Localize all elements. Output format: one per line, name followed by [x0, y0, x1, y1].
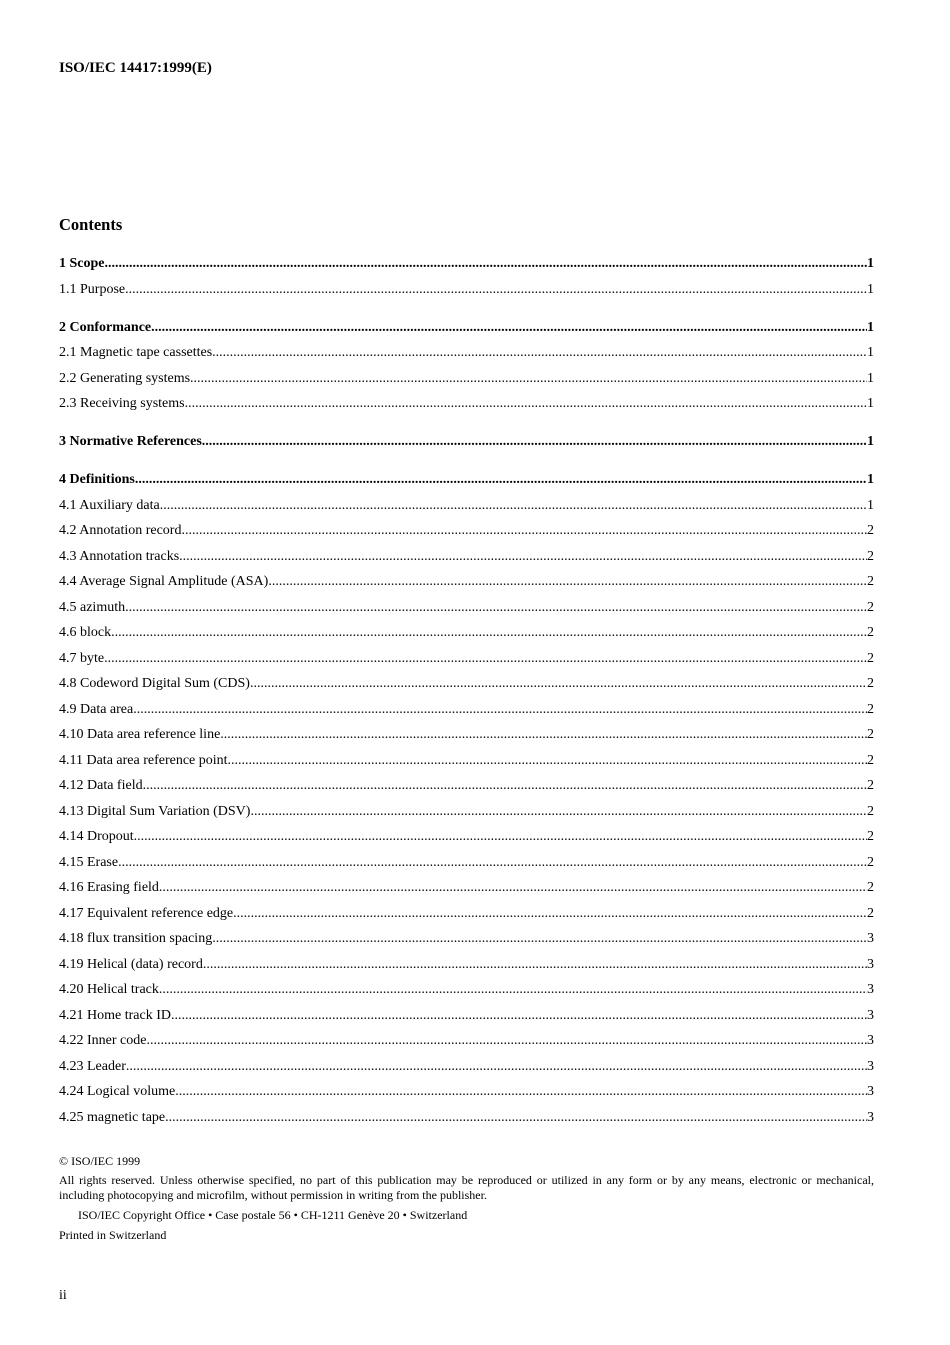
- toc-entry-page: 3: [867, 956, 874, 972]
- toc-entry[interactable]: [59, 624, 874, 650]
- toc-entry[interactable]: [59, 650, 874, 676]
- toc-entry[interactable]: [59, 471, 874, 497]
- toc-entry[interactable]: [59, 726, 874, 752]
- toc-entry-label: 4.2 Annotation record: [59, 523, 182, 538]
- toc-dot-leader: [159, 981, 867, 999]
- toc-entry[interactable]: [59, 1109, 874, 1135]
- toc-entry-label: 4.7 byte: [59, 650, 105, 666]
- toc-dot-leader: [165, 1109, 867, 1127]
- toc-dot-leader: [202, 433, 867, 451]
- toc-entry-page: 1: [867, 370, 874, 386]
- toc-entry-label: 4.15 Erase: [59, 854, 119, 870]
- toc-dot-leader: [134, 828, 867, 846]
- toc-entry-label: 4.14 Dropout: [59, 829, 134, 844]
- toc-dot-leader: [181, 522, 867, 540]
- toc-entry[interactable]: [59, 981, 874, 1007]
- toc-entry-label: 1 Scope: [59, 256, 105, 271]
- toc-entry-page: 1: [867, 497, 874, 513]
- toc-entry-page: 3: [867, 1033, 874, 1048]
- toc-dot-leader: [105, 255, 868, 273]
- toc-dot-leader: [159, 879, 867, 897]
- toc-entry[interactable]: [59, 395, 874, 421]
- copyright-office-address: ISO/IEC Copyright Office • Case postale 56 • CH-1211 Genève 20 • Switzerland: [78, 1208, 468, 1222]
- toc-entry-label: 4.20 Helical track: [59, 982, 159, 997]
- toc-entry-page: 3: [867, 1058, 874, 1074]
- toc-entry-page: 1: [867, 434, 874, 449]
- toc-dot-leader: [160, 497, 867, 515]
- toc-dot-leader: [190, 370, 867, 388]
- toc-entry-label: 4.13 Digital Sum Variation (DSV): [59, 803, 251, 819]
- toc-dot-leader: [151, 319, 867, 337]
- toc-entry-page: 3: [867, 1084, 874, 1099]
- toc-entry[interactable]: [59, 879, 874, 905]
- toc-entry-page: 2: [867, 905, 874, 921]
- toc-dot-leader: [203, 956, 867, 974]
- toc-entry-page: 3: [867, 1007, 874, 1023]
- toc-entry[interactable]: [59, 344, 874, 370]
- toc-entry[interactable]: [59, 548, 874, 574]
- toc-entry-label: 4.17 Equivalent reference edge: [59, 905, 234, 921]
- toc-dot-leader: [220, 726, 867, 744]
- toc-entry[interactable]: [59, 319, 874, 345]
- toc-entry[interactable]: [59, 803, 874, 829]
- toc-entry-page: 2: [867, 880, 874, 895]
- toc-entry[interactable]: [59, 370, 874, 396]
- toc-entry-label: 4.3 Annotation tracks: [59, 548, 180, 564]
- toc-dot-leader: [233, 905, 867, 923]
- toc-entry-page: 2: [867, 829, 874, 844]
- toc-entry-label: 2.3 Receiving systems: [59, 396, 185, 411]
- toc-entry-label: 2 Conformance: [59, 319, 152, 335]
- toc-entry[interactable]: [59, 522, 874, 548]
- toc-entry-label: 4.8 Codeword Digital Sum (CDS): [59, 676, 250, 691]
- toc-entry-page: 2: [867, 676, 874, 691]
- toc-entry[interactable]: [59, 433, 874, 459]
- toc-entry-page: 2: [867, 625, 874, 640]
- toc-entry-label: 4.22 Inner code: [59, 1033, 147, 1048]
- toc-entry-label: 4.24 Logical volume: [59, 1084, 176, 1099]
- toc-entry-page: 2: [867, 752, 874, 768]
- toc-entry-label: 4.9 Data area: [59, 701, 134, 717]
- toc-entry-label: 1.1 Purpose: [59, 281, 126, 297]
- toc-entry-label: 2.2 Generating systems: [59, 370, 191, 386]
- contents-title: Contents: [59, 215, 123, 234]
- toc-entry[interactable]: [59, 599, 874, 625]
- toc-entry-label: 4.18 flux transition spacing: [59, 931, 213, 946]
- toc-entry[interactable]: [59, 854, 874, 880]
- toc-entry[interactable]: [59, 956, 874, 982]
- toc-dot-leader: [212, 930, 867, 948]
- toc-dot-leader: [125, 599, 867, 617]
- toc-dot-leader: [104, 650, 867, 668]
- toc-entry-label: 4.23 Leader: [59, 1058, 126, 1074]
- toc-entry-page: 2: [867, 803, 874, 819]
- toc-dot-leader: [126, 1058, 867, 1076]
- toc-entry[interactable]: [59, 1032, 874, 1058]
- toc-entry-page: 1: [867, 281, 874, 297]
- toc-entry[interactable]: [59, 777, 874, 803]
- toc-dot-leader: [250, 675, 867, 693]
- toc-dot-leader: [111, 624, 867, 642]
- toc-entry-label: 4 Definitions: [59, 472, 135, 487]
- document-id-header: ISO/IEC 14417:1999(E): [59, 60, 212, 76]
- toc-entry[interactable]: [59, 828, 874, 854]
- toc-entry-page: 2: [867, 854, 874, 870]
- toc-entry-page: 2: [867, 650, 874, 666]
- printed-in: Printed in Switzerland: [59, 1228, 167, 1242]
- toc-entry[interactable]: [59, 255, 874, 281]
- toc-dot-leader: [250, 803, 867, 821]
- toc-dot-leader: [143, 777, 867, 795]
- toc-entry-label: 4.12 Data field: [59, 778, 143, 793]
- toc-entry[interactable]: [59, 497, 874, 523]
- toc-dot-leader: [185, 395, 867, 413]
- toc-entry-page: 3: [867, 931, 874, 946]
- toc-entry-label: 4.11 Data area reference point: [59, 752, 228, 768]
- toc-entry-page: 2: [867, 599, 874, 615]
- toc-entry-label: 4.21 Home track ID: [59, 1007, 171, 1023]
- toc-entry-label: 4.5 azimuth: [59, 599, 126, 615]
- toc-entry[interactable]: [59, 905, 874, 931]
- toc-entry-label: 4.19 Helical (data) record: [59, 956, 203, 972]
- toc-entry[interactable]: [59, 1058, 874, 1084]
- toc-entry[interactable]: [59, 701, 874, 727]
- toc-entry-page: 2: [867, 727, 874, 742]
- toc-dot-leader: [228, 752, 867, 770]
- toc-entry-page: 1: [867, 319, 874, 335]
- table-of-contents: [59, 255, 874, 1134]
- toc-dot-leader: [268, 573, 867, 591]
- toc-entry-page: 2: [867, 523, 874, 538]
- toc-entry-page: 1: [867, 472, 874, 487]
- toc-entry-page: 1: [867, 345, 874, 360]
- toc-entry[interactable]: [59, 1083, 874, 1109]
- toc-entry-label: 2.1 Magnetic tape cassettes: [59, 345, 213, 360]
- toc-entry[interactable]: [59, 930, 874, 956]
- toc-entry-label: 4.1 Auxiliary data: [59, 497, 160, 513]
- toc-dot-leader: [146, 1032, 867, 1050]
- toc-entry-page: 1: [867, 256, 874, 271]
- page-number: ii: [59, 1288, 67, 1303]
- toc-entry[interactable]: [59, 752, 874, 778]
- toc-entry[interactable]: [59, 281, 874, 307]
- toc-entry-label: 3 Normative References: [59, 434, 202, 449]
- toc-entry-label: 4.6 block: [59, 625, 112, 640]
- toc-dot-leader: [125, 281, 867, 299]
- toc-dot-leader: [133, 701, 867, 719]
- toc-dot-leader: [135, 471, 867, 489]
- toc-entry-page: 2: [867, 778, 874, 793]
- toc-entry[interactable]: [59, 1007, 874, 1033]
- copyright-line: © ISO/IEC 1999: [59, 1154, 141, 1168]
- rights-statement: All rights reserved. Unless otherwise specified, no part of this publication may be reproduced or utilized in any form or by any means, electronic or mechanical, including photocopying and microfilm, without permission in writing from the publisher.: [59, 1173, 874, 1202]
- toc-entry-label: 4.10 Data area reference line: [59, 727, 221, 742]
- toc-dot-leader: [179, 548, 867, 566]
- toc-entry-label: 4.4 Average Signal Amplitude (ASA): [59, 574, 269, 589]
- toc-entry[interactable]: [59, 573, 874, 599]
- toc-entry-page: 2: [867, 548, 874, 564]
- toc-entry-page: 1: [867, 396, 874, 411]
- toc-entry-page: 3: [867, 1109, 874, 1125]
- toc-dot-leader: [171, 1007, 867, 1025]
- toc-dot-leader: [175, 1083, 867, 1101]
- toc-entry-label: 4.25 magnetic tape: [59, 1109, 166, 1125]
- toc-entry-page: 3: [867, 982, 874, 997]
- toc-entry-label: 4.16 Erasing field: [59, 880, 159, 895]
- toc-dot-leader: [212, 344, 867, 362]
- toc-entry-page: 2: [867, 701, 874, 717]
- toc-dot-leader: [118, 854, 867, 872]
- toc-entry[interactable]: [59, 675, 874, 701]
- toc-entry-page: 2: [867, 574, 874, 589]
